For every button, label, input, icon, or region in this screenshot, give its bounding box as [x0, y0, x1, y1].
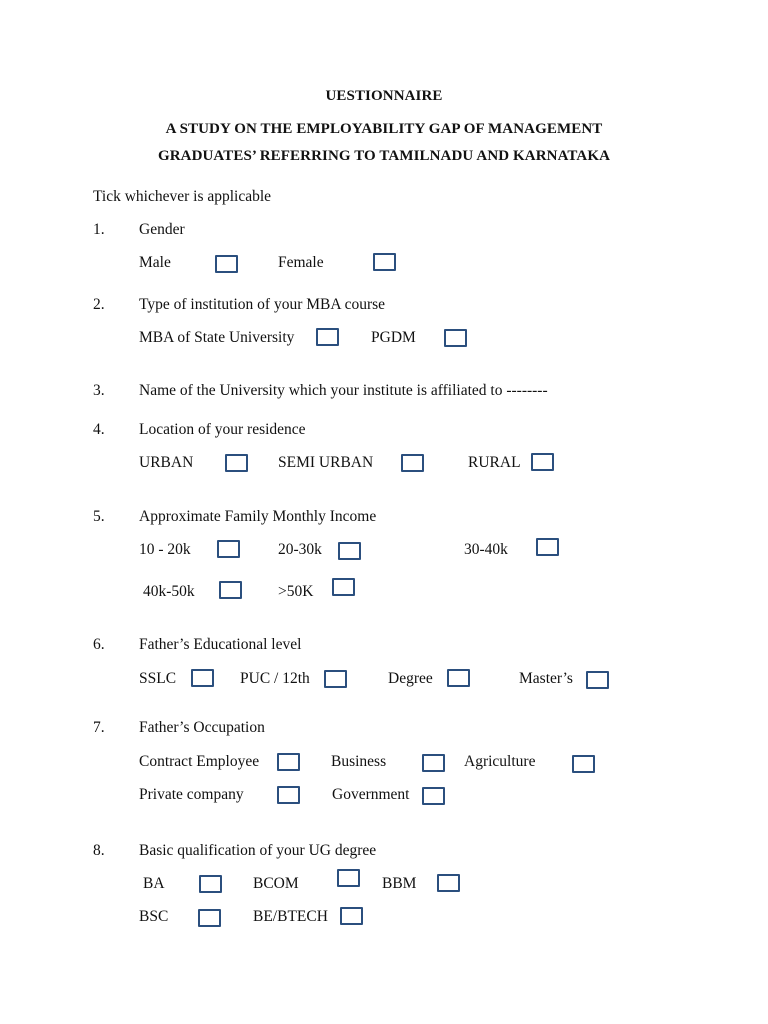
question-number-4: 4. [93, 421, 105, 438]
checkbox-bcom[interactable] [337, 869, 360, 887]
checkbox-male[interactable] [215, 255, 238, 273]
question-8-text: Basic qualification of your UG degree [139, 842, 377, 859]
question-4-text: Location of your residence [139, 421, 306, 438]
question-number-2: 2. [93, 296, 105, 313]
instruction-text: Tick whichever is applicable [93, 188, 272, 205]
checkbox-bbm[interactable] [437, 874, 460, 892]
option-be-btech-label: BE/BTECH [253, 908, 328, 925]
checkbox-semi-urban[interactable] [401, 454, 424, 472]
option-income-20-30k-label: 20-30k [278, 541, 322, 558]
checkbox-masters[interactable] [586, 671, 609, 689]
option-income-50k-plus-label: >50K [278, 583, 314, 600]
checkbox-business[interactable] [422, 754, 445, 772]
option-puc-12th-label: PUC / 12th [240, 670, 310, 687]
checkbox-degree[interactable] [447, 669, 470, 687]
checkbox-income-40-50k[interactable] [219, 581, 242, 599]
option-contract-employee-label: Contract Employee [139, 753, 260, 770]
checkbox-private-company[interactable] [277, 786, 300, 804]
question-number-6: 6. [93, 636, 105, 653]
question-number-1: 1. [93, 221, 105, 238]
option-state-university-label: MBA of State University [139, 329, 295, 346]
checkbox-income-50k-plus[interactable] [332, 578, 355, 596]
option-agriculture-label: Agriculture [464, 753, 536, 770]
option-business-label: Business [331, 753, 387, 770]
study-title-line-2: GRADUATES’ REFERRING TO TAMILNADU AND KARNATAKA [157, 148, 611, 164]
option-degree-label: Degree [388, 670, 433, 687]
question-number-7: 7. [93, 719, 105, 736]
option-male-label: Male [139, 254, 171, 271]
option-sslc-label: SSLC [139, 670, 177, 687]
checkbox-government[interactable] [422, 787, 445, 805]
option-masters-label: Master’s [519, 670, 573, 687]
checkbox-puc-12th[interactable] [324, 670, 347, 688]
option-private-company-label: Private company [139, 786, 244, 803]
checkbox-agriculture[interactable] [572, 755, 595, 773]
option-bcom-label: BCOM [253, 875, 299, 892]
checkbox-income-30-40k[interactable] [536, 538, 559, 556]
option-ba-label: BA [143, 875, 165, 892]
option-bbm-label: BBM [382, 875, 417, 892]
option-semi-urban-label: SEMI URBAN [278, 454, 374, 471]
study-title-line-1: A STUDY ON THE EMPLOYABILITY GAP OF MANAGEMENT [165, 121, 603, 137]
question-1-text: Gender [139, 221, 185, 238]
checkbox-sslc[interactable] [191, 669, 214, 687]
checkbox-be-btech[interactable] [340, 907, 363, 925]
checkbox-rural[interactable] [531, 453, 554, 471]
option-female-label: Female [278, 254, 324, 271]
checkbox-income-10-20k[interactable] [217, 540, 240, 558]
checkbox-urban[interactable] [225, 454, 248, 472]
question-7-text: Father’s Occupation [139, 719, 265, 736]
checkbox-bsc[interactable] [198, 909, 221, 927]
option-pgdm-label: PGDM [371, 329, 416, 346]
question-5-text: Approximate Family Monthly Income [139, 508, 377, 525]
checkbox-female[interactable] [373, 253, 396, 271]
question-number-3: 3. [93, 382, 105, 399]
option-income-40-50k-label: 40k-50k [143, 583, 195, 600]
checkbox-income-20-30k[interactable] [338, 542, 361, 560]
question-6-text: Father’s Educational level [139, 636, 302, 653]
option-urban-label: URBAN [139, 454, 194, 471]
checkbox-ba[interactable] [199, 875, 222, 893]
option-income-30-40k-label: 30-40k [464, 541, 508, 558]
option-government-label: Government [332, 786, 410, 803]
question-number-8: 8. [93, 842, 105, 859]
option-rural-label: RURAL [468, 454, 521, 471]
option-bsc-label: BSC [139, 908, 169, 925]
checkbox-pgdm[interactable] [444, 329, 467, 347]
page-title: UESTIONNAIRE [325, 88, 443, 104]
question-number-5: 5. [93, 508, 105, 525]
question-3-text: Name of the University which your institute is affiliated to -------- [139, 382, 548, 399]
checkbox-contract-employee[interactable] [277, 753, 300, 771]
option-income-10-20k-label: 10 - 20k [139, 541, 191, 558]
checkbox-state-university[interactable] [316, 328, 339, 346]
question-2-text: Type of institution of your MBA course [139, 296, 386, 313]
